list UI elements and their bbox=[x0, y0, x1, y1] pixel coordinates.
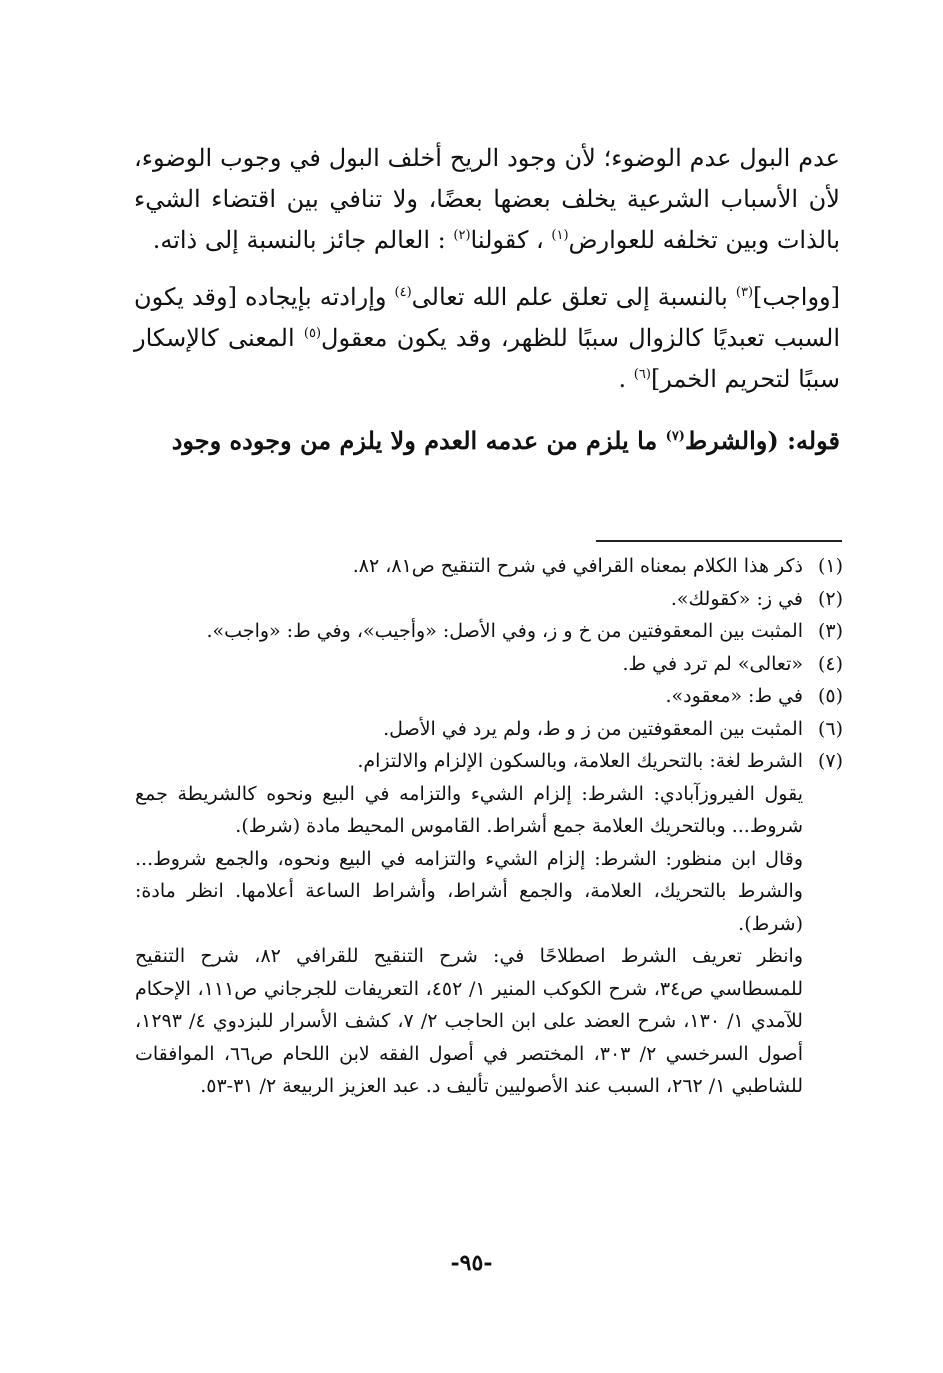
paragraph-2-start: [وواجب] bbox=[753, 283, 840, 311]
footnotes-section bbox=[135, 550, 843, 1103]
footnote-ref-4[interactable]: (٤) bbox=[394, 285, 412, 300]
paragraph-2-continuation: وإرادته بإيجاده [وقد يكون السبب تعبديًا كالزوال سببًا للظهر، وقد يكون معقول bbox=[134, 283, 841, 352]
paragraph-1-middle: ، كقولنا bbox=[470, 226, 544, 254]
footnote-number: (٢) bbox=[817, 587, 843, 610]
paragraph-3-start: قوله: (والشرط bbox=[684, 426, 840, 455]
footnote-text: ذكر هذا الكلام بمعناه القرافي في شرح التنقيح ص٨١، ٨٢. bbox=[352, 555, 803, 577]
footnote-ref-3[interactable]: (٣) bbox=[735, 285, 754, 300]
footnote-5 bbox=[135, 680, 843, 713]
paragraph-2 bbox=[134, 277, 840, 400]
footnote-ref-2[interactable]: (٢) bbox=[453, 228, 471, 243]
footnote-text: في ط: «معقود». bbox=[665, 685, 803, 707]
paragraph-3-heading bbox=[134, 420, 840, 461]
footnote-text: «تعالى» لم ترد في ط. bbox=[622, 652, 803, 675]
footnote-ref-5[interactable]: (٥) bbox=[303, 326, 322, 341]
footnote-3 bbox=[135, 615, 843, 648]
footnote-7-firuzabadi: يقول الفيروزآبادي: الشرط: إلزام الشيء والتزامه في البيع ونحوه كالشريطة جمع شروط... وبالتحريك العلامة جمع أشراط. القاموس المحيط مادة (شرط). bbox=[135, 782, 803, 837]
footnote-text: الشرط لغة: بالتحريك العلامة، وبالسكون الإلزام والالتزام. bbox=[357, 750, 803, 772]
footnote-7-references: وانظر تعريف الشرط اصطلاحًا في: شرح التنقيح للقرافي ٨٢، شرح التنقيح للمسطاسي ص٣٤، شرح الكوكب المنير ١/ ٤٥٢، التعريفات للجرجاني ص١١١، الإحكام للآمدي ١/ ١٣٠، شرح العضد على ابن الحاجب ٢/ ٧، كشف الأسرار للبزدوي ٤/ ١٢٩٣، أصول السرخسي ٢/ ٣٠٣، المختصر في أصول الفقه لابن اللحام ص٦٦، الموافقات للشاطبي ١/ ٢٦٢، السبب عند الأصوليين تأليف د. عبد العزيز الربيعة ٢/ ٣١-٥٣. bbox=[135, 945, 804, 1097]
footnote-4 bbox=[135, 648, 843, 681]
paragraph-2-text: بالنسبة إلى تعلق علم الله تعالى bbox=[411, 283, 728, 311]
footnote-1 bbox=[135, 550, 843, 583]
footnote-text: المثبت بين المعقوفتين من خ و ز، وفي الأصل: «وأجيب»، وفي ط: «واجب». bbox=[206, 620, 803, 642]
main-text bbox=[134, 138, 840, 461]
footnote-ref-7[interactable]: (٧) bbox=[665, 429, 685, 444]
paragraph-1-text: عدم البول عدم الوضوء؛ لأن وجود الريح أخلف البول في وجوب الوضوء، لأن الأسباب الشرعية يخلف بعضها بعضًا، ولا تنافي بين اقتضاء الشيء بالذات وبين تخلفه للعوارض bbox=[134, 144, 840, 254]
paragraph-1 bbox=[134, 138, 840, 261]
footnote-7 bbox=[135, 745, 843, 778]
footnote-ref-1[interactable]: (١) bbox=[551, 228, 569, 243]
footnote-number: (٥) bbox=[817, 685, 843, 707]
paragraph-2-end: المعنى كالإسكار سببًا لتحريم الخمر] bbox=[134, 324, 840, 393]
footnote-number: (٣) bbox=[817, 620, 843, 642]
footnote-6 bbox=[135, 713, 843, 746]
footnote-number: (٦) bbox=[817, 717, 843, 740]
footnote-number: (٧) bbox=[817, 750, 843, 772]
footnote-2 bbox=[135, 583, 843, 616]
paragraph-2-period: . bbox=[618, 365, 627, 393]
page-number: -٩٥- bbox=[450, 1250, 493, 1276]
footnote-7-ibn-manzur: وقال ابن منظور: الشرط: إلزام الشيء والتزامه في البيع ونحوه، والجمع شروط... والشرط بالتحريك، العلامة، والجمع أشراط، وأشراط الساعة أعلامها. انظر مادة: (شرط). bbox=[135, 847, 803, 935]
footnote-ref-6[interactable]: (٦) bbox=[633, 367, 651, 382]
footnote-text: المثبت بين المعقوفتين من ز و ط، ولم يرد في الأصل. bbox=[383, 717, 803, 740]
paragraph-1-end: : العالم جائز بالنسبة إلى ذاته. bbox=[152, 226, 446, 254]
footnote-separator bbox=[596, 540, 842, 542]
footnote-number: (٤) bbox=[817, 652, 843, 675]
footnote-text: في ز: «كقولك». bbox=[670, 587, 803, 610]
footnote-number: (١) bbox=[817, 555, 843, 577]
paragraph-3-text: ما يلزم من عدمه العدم ولا يلزم من وجوده وجود bbox=[171, 426, 658, 455]
